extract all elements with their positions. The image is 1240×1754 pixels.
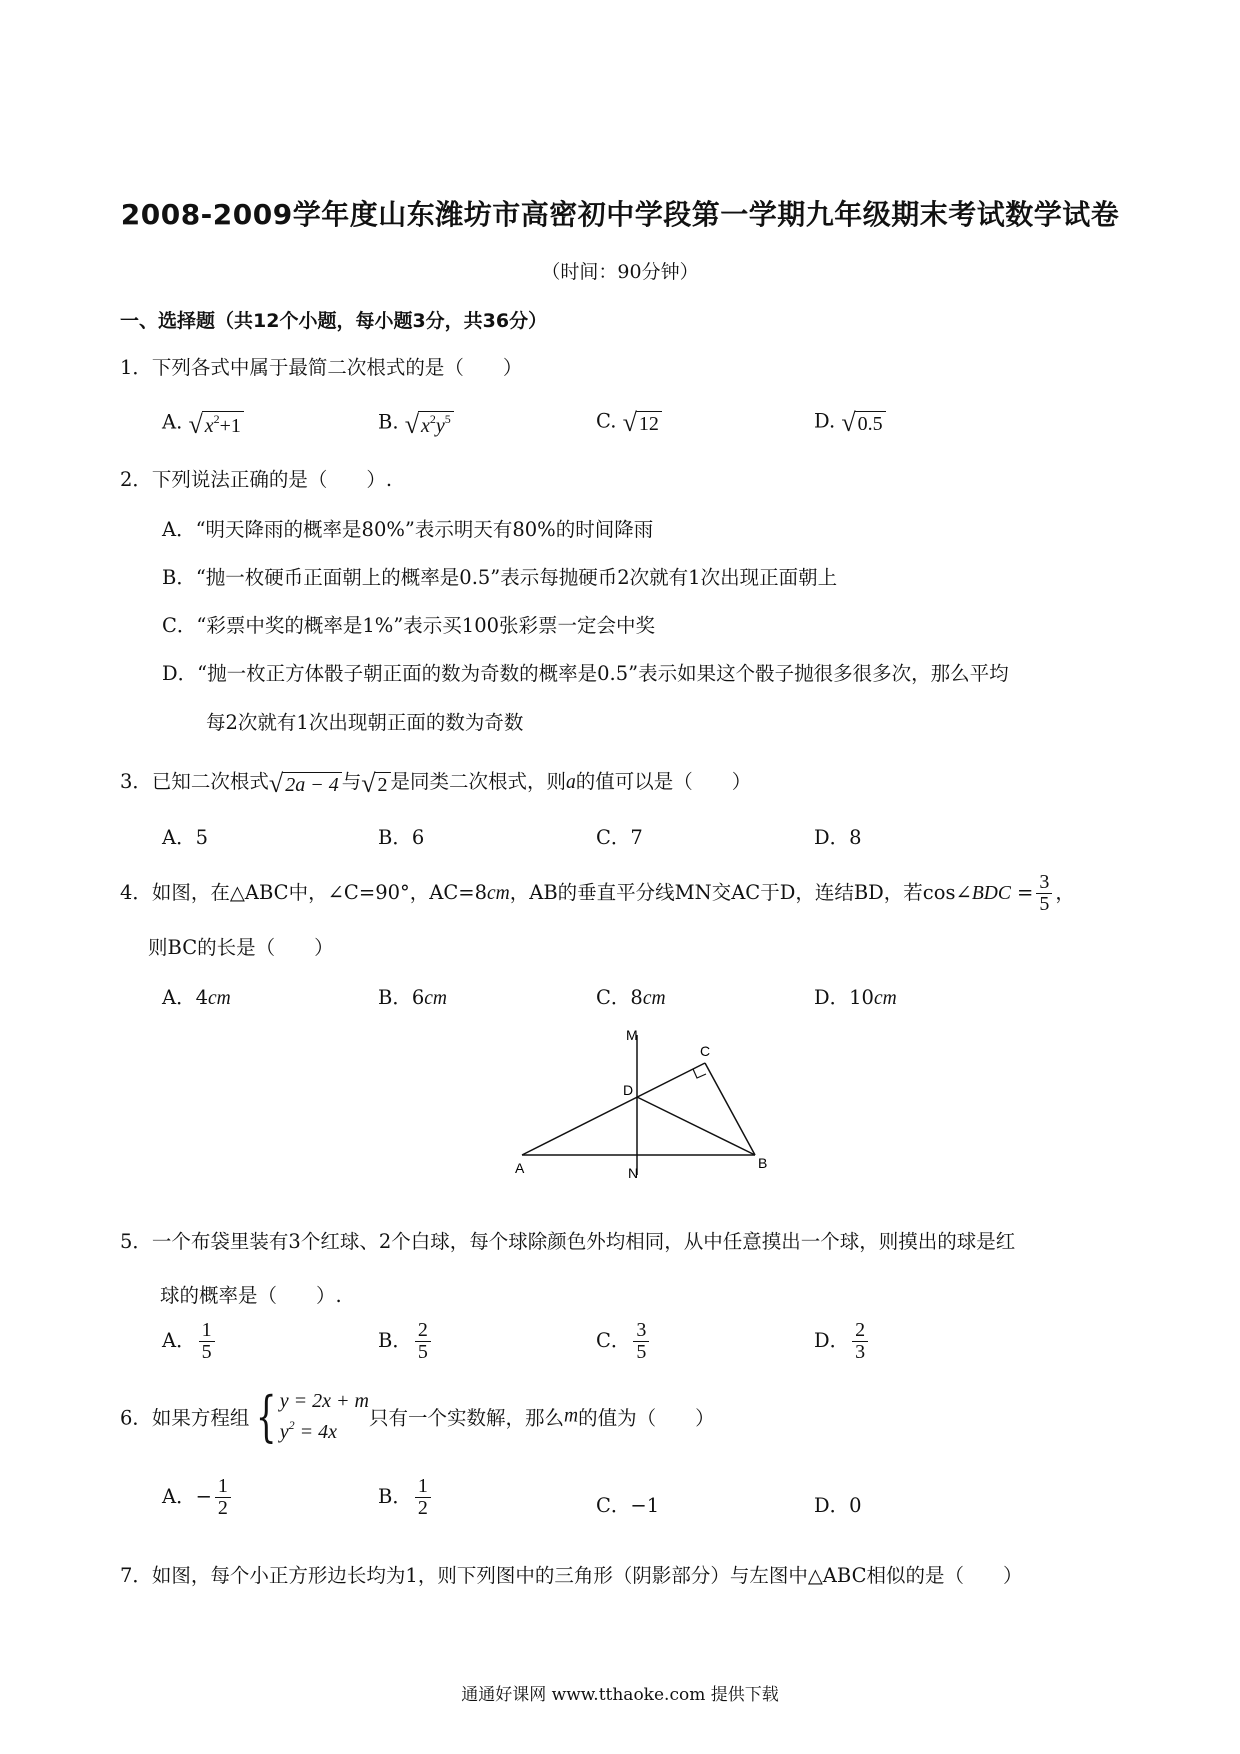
math-text: +1 — [219, 415, 241, 437]
question-2-stem: 2．下列说法正确的是（ ）. — [120, 468, 393, 491]
text-part: 6．如果方程组 — [120, 1406, 250, 1430]
option-label: C. — [596, 409, 617, 433]
option-text: B．6 — [378, 986, 425, 1009]
question-1-option-c — [596, 408, 662, 436]
question-4-line2: 则BC的长是（ ） — [148, 936, 334, 959]
label-c: C — [700, 1043, 711, 1059]
question-4-option-d — [814, 982, 897, 1010]
math-text: 2a − 4 — [282, 772, 342, 797]
option-label: B. — [378, 410, 399, 434]
equation-2: $y^2 = 4x$ — [279, 1418, 338, 1443]
math-text: 0.5 — [855, 411, 886, 436]
question-2-option-a: A．“明天降雨的概率是80%”表示明天有80%的时间降雨 — [162, 518, 654, 541]
unit: cm — [487, 883, 510, 904]
section-heading: 一、选择题（共12个小题，每小题3分，共36分） — [120, 310, 548, 332]
question-4-option-b — [378, 982, 447, 1010]
option-label: D． — [814, 1329, 850, 1352]
label-d: D — [623, 1082, 634, 1098]
segment-ac — [522, 1063, 705, 1155]
square-root: √ 2a − 4 — [269, 769, 342, 797]
question-3-option-c: C．7 — [596, 826, 643, 849]
text-part: 3．已知二次根式 — [120, 770, 269, 793]
text-part: 只有一个实数解，那么 — [368, 1406, 564, 1430]
fraction: $\frac{3}{5}$ — [1036, 872, 1052, 915]
question-4-option-c — [596, 982, 666, 1010]
exponent: 2 — [213, 412, 220, 426]
question-6-option-a — [162, 1476, 234, 1519]
equation-1: y = 2x + m — [279, 1390, 369, 1412]
triangle-figure — [500, 1025, 800, 1185]
question-5-line2: 球的概率是（ ）. — [160, 1284, 342, 1307]
question-2-option-c: C．“彩票中奖的概率是1%”表示买100张彩票一定会中奖 — [162, 614, 656, 637]
text-part: 4．如图，在△ABC中，∠C=90°，AC=8 — [120, 881, 488, 904]
square-root: √ $x^2+1$ — [188, 408, 243, 438]
math-text: 12 — [636, 411, 662, 436]
math-text: = — [1010, 881, 1034, 904]
exam-duration: （时间：90分钟） — [541, 261, 699, 283]
question-4-line1 — [120, 872, 1075, 915]
fraction: $\frac{1}{2}$ — [215, 1476, 231, 1519]
square-root: √ 0.5 — [841, 408, 885, 436]
fraction: $\frac{2}{3}$ — [852, 1320, 868, 1363]
right-angle-mark — [693, 1069, 706, 1078]
question-6-option-d: D．0 — [814, 1494, 862, 1517]
math-var: a — [566, 772, 576, 793]
square-root: √ $x^2y^5$ — [405, 408, 454, 438]
question-6-option-b — [378, 1476, 434, 1519]
question-6-option-c: C．−1 — [596, 1494, 660, 1517]
option-text: C．8 — [596, 986, 643, 1009]
question-5-option-c — [596, 1320, 652, 1363]
math-var: y — [435, 415, 445, 437]
text-part: ， — [1055, 881, 1075, 904]
text-part: 是同类二次根式，则 — [390, 770, 567, 793]
page-footer: 通通好课网 www.tthaoke.com 提供下载 — [461, 1685, 779, 1705]
option-label: A． — [162, 1329, 196, 1352]
fraction: $\frac{3}{5}$ — [633, 1320, 649, 1363]
question-3-stem — [120, 766, 751, 797]
text-part: 的值为（ ） — [578, 1406, 715, 1430]
math-var: m — [564, 1405, 579, 1427]
option-label: A. — [162, 410, 183, 434]
question-4-option-a — [162, 982, 231, 1010]
unit: cm — [424, 988, 447, 1009]
question-2-option-b: B．“抛一枚硬币正面朝上的概率是0.5”表示每抛硬币2次就有1次出现正面朝上 — [162, 566, 838, 589]
question-3-option-b: B．6 — [378, 826, 425, 849]
question-1-option-a — [162, 408, 244, 438]
fraction: $\frac{1}{5}$ — [199, 1320, 215, 1363]
question-7-stem: 7．如图，每个小正方形边长均为1，则下列图中的三角形（阴影部分）与左图中△ABC相似的是（ ） — [120, 1564, 1023, 1587]
label-m: M — [626, 1027, 638, 1043]
question-5-option-d — [814, 1320, 871, 1363]
option-text: D．10 — [814, 986, 874, 1009]
exponent: 2 — [429, 412, 436, 426]
text-part: ，AB的垂直平分线MN交AC于D，连结BD，若cos∠ — [509, 881, 972, 904]
fraction: $\frac{2}{5}$ — [415, 1320, 431, 1363]
question-6-stem — [120, 1386, 715, 1447]
option-label: B． — [378, 1485, 412, 1508]
question-5-line1: 5．一个布袋里装有3个红球、2个白球，每个球除颜色外均相同，从中任意摸出一个球，则摸出的球是红 — [120, 1230, 1016, 1253]
option-label: D. — [814, 409, 836, 433]
label-n: N — [628, 1165, 639, 1181]
option-label: B． — [378, 1329, 412, 1352]
label-b: B — [758, 1155, 768, 1171]
unit: cm — [208, 988, 231, 1009]
option-label: C． — [596, 1329, 631, 1352]
segment-cb — [705, 1063, 755, 1155]
segment-db — [637, 1097, 755, 1155]
math-var: BDC — [971, 883, 1011, 904]
question-3-option-d: D．8 — [814, 826, 862, 849]
option-label: A．− — [162, 1485, 212, 1508]
text-part: 的值可以是（ ） — [575, 770, 752, 793]
unit: cm — [642, 988, 666, 1009]
unit: cm — [873, 988, 897, 1009]
question-1-option-d — [814, 408, 886, 436]
math-var: x — [204, 415, 214, 437]
equation-system: { y = 2x + m $y^2 = 4x$ — [256, 1384, 369, 1448]
question-2-option-d-line1: D．“抛一枚正方体骰子朝正面的数为奇数的概率是0.5”表示如果这个骰子抛很多很多次，那么平均 — [162, 662, 1009, 685]
square-root: √ 12 — [623, 408, 662, 436]
text-part: 与 — [341, 770, 362, 793]
label-a: A — [515, 1160, 525, 1176]
question-5-option-b — [378, 1320, 434, 1363]
square-root: √ 2 — [361, 769, 390, 797]
exam-title: 2008-2009学年度山东潍坊市高密初中学段第一学期九年级期末考试数学试卷 — [120, 198, 1120, 231]
question-3-option-a: A．5 — [162, 826, 208, 849]
option-text: A．4 — [162, 986, 208, 1009]
question-1-option-b — [378, 408, 454, 438]
question-5-option-a — [162, 1320, 218, 1363]
math-var: x — [421, 415, 430, 437]
math-text: 2 — [375, 772, 391, 797]
fraction: $\frac{1}{2}$ — [415, 1476, 431, 1519]
exponent: 5 — [444, 412, 451, 426]
question-1-stem: 1．下列各式中属于最简二次根式的是（ ） — [120, 356, 523, 379]
question-2-option-d-line2: 每2次就有1次出现朝正面的数为奇数 — [206, 711, 524, 734]
